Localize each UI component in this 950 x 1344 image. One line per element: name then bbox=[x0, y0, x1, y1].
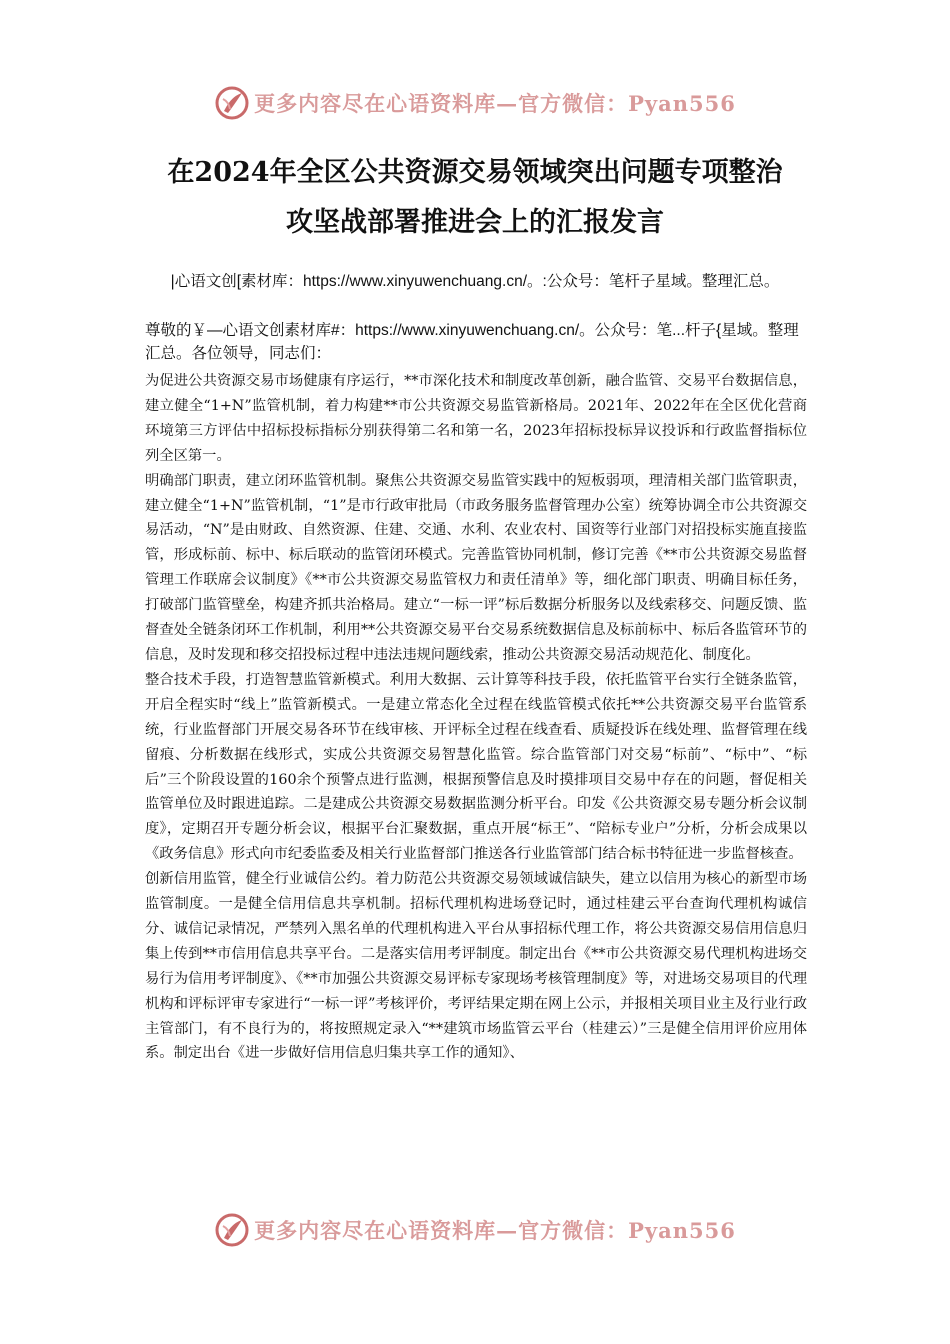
source-note: |心语文创[素材库：https://www.xinyuwenchuang.cn/。:公众号：笔杆子星域。整理汇总。 bbox=[170, 273, 780, 290]
paragraph: 明确部门职责，建立闭环监管机制。聚焦公共资源交易监管实践中的短板弱项，理清相关部门监管职责，建立健全“1+N”监管机制，“1”是市行政审批局（市政务服务监督管理办公室）统筹协调全市公共资源交易活动，“N”是由财政、自然资源、住建、交通、水利、农业农村、国资等行业部门对招投标实施直接监管，形成标前、标中、标后联动的监管闭环模式。完善监管协同机制，修订完善《**市公共资源交易监督管理工作联席会议制度》《**市公共资源交易监管权力和责任清单》等，细化部门职责、明确目标任务，打破部门监管壁垒，构建齐抓共治格局。建立“一标一评”标后数据分析服务以及线索移交、问题反馈、监督查处全链条闭环工作机制，利用**公共资源交易平台交易系统数据信息及标前标中、标后各监管环节的信息，及时发现和移交招投标过程中违法违规问题线索，推动公共资源交易活动规范化、制度化。 bbox=[145, 472, 807, 663]
paragraph: 整合技术手段，打造智慧监管新模式。利用大数据、云计算等科技手段，依托监管平台实行全链条监管，开启全程实时“线上”监管新模式。一是建立常态化全过程在线监管模式依托**公共资源交易平台监管系统，行业监督部门开展交易各环节在线审核、开评标全过程在线查看、质疑投诉在线处理、监督管理在线留痕、分析数据在线形式，实成公共资源交易智慧化监管。综合监管部门对交易“标前”、“标中”、“标后”三个阶段设置的160余个预警点进行监测，根据预警信息及时摸排项目交易中存在的问题，督促相关监管单位及时跟进追踪。二是建成公共资源交易数据监测分析平台。印发《公共资源交易专题分析会议制度》，定期召开专题分析会议，根据平台汇聚数据，重点开展“标王”、“陪标专业户”分析，分析会成果以《政务信息》形式向市纪委监委及相关行业监督部门推送各行业监管部门结合标书特征进一步监督核查。 bbox=[145, 671, 807, 863]
ribbon-logo-icon bbox=[214, 1212, 250, 1248]
footer-banner[interactable] bbox=[0, 1208, 950, 1252]
salutation: 尊敬的￥—心语文创素材库#：https://www.xinyuwenchuang.cn/。公众号：笔...杆子{星域。整理汇总。各位领导，同志们： bbox=[145, 322, 799, 362]
header-banner[interactable] bbox=[0, 81, 950, 125]
paragraph: 创新信用监管，健全行业诚信公约。着力防范公共资源交易领域诚信缺失，建立以信用为核心的新型市场监管制度。一是健全信用信息共享机制。招标代理机构进场登记时，通过桂建云平台查询代理机构诚信分、诚信记录情况，严禁列入黑名单的代理机构进入平台从事招标代理工作，将公共资源交易信用信息归集上传到**市信用信息共享平台。二是落实信用考评制度。制定出台《**市公共资源交易代理机构进场交易行为信用考评制度》、《**市加强公共资源交易评标专家现场考核管理制度》等，对进场交易项目的代理机构和评标评审专家进行“一标一评”考核评价，考评结果定期在网上公示，并报相关项目业主及行业行政主管部门，有不良行为的，将按照规定录入“**建筑市场监管云平台（桂建云）”三是健全信用评价应用体系。制定出台《进一步做好信用信息归集共享工作的通知》、 bbox=[145, 871, 807, 1062]
document-title bbox=[100, 148, 850, 248]
title-line-1: 在2024年全区公共资源交易领域突出问题专项整治 bbox=[167, 157, 783, 188]
title-line-2: 攻坚战部署推进会上的汇报发言 bbox=[286, 207, 664, 238]
document-body bbox=[145, 369, 807, 1066]
footer-banner-text: 更多内容尽在心语资料库—官方微信：Pyan556 bbox=[254, 1218, 736, 1243]
header-banner-text: 更多内容尽在心语资料库—官方微信：Pyan556 bbox=[254, 91, 736, 116]
ribbon-logo-icon bbox=[214, 85, 250, 121]
paragraph: 为促进公共资源交易市场健康有序运行，**市深化技术和制度改革创新，融合监管、交易平台数据信息，建立健全“1+N”监管机制，着力构建**市公共资源交易监管新格局。2021年、2022年在全区优化营商环境第三方评估中招标投标指标分别获得第二名和第一名，2023年招标投标异议投诉和行政监督指标位列全区第一。 bbox=[145, 373, 807, 464]
